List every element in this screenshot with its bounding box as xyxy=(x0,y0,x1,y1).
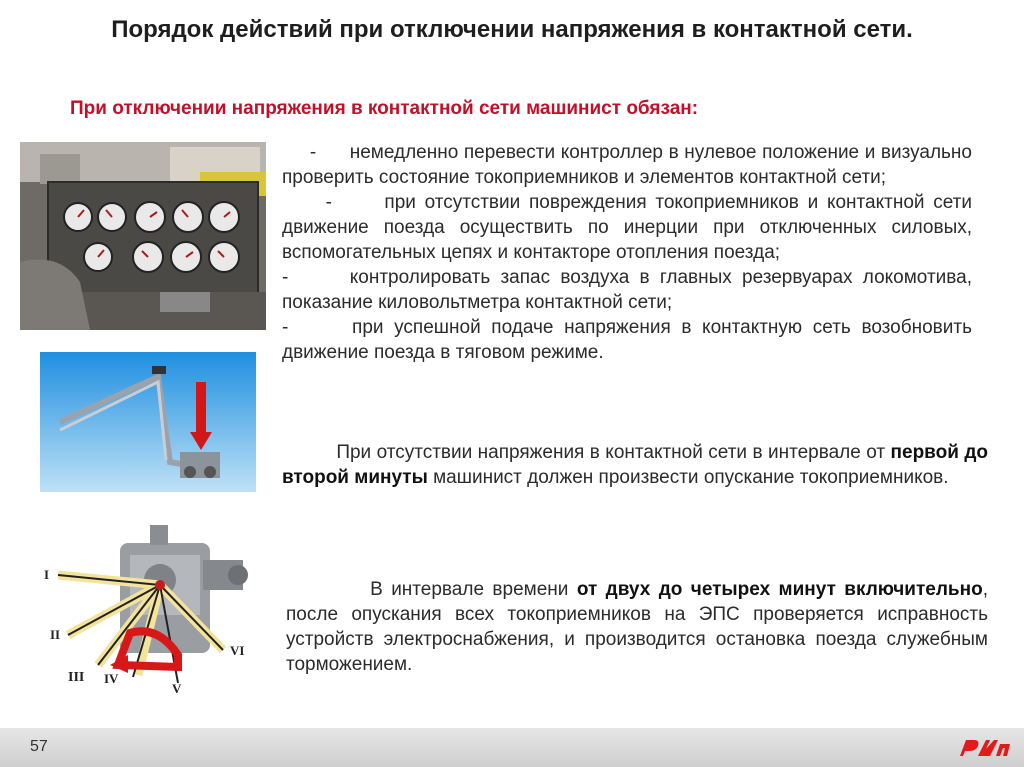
position-IV: IV xyxy=(104,671,119,686)
list-bullet: - xyxy=(309,142,317,163)
paragraph-emphasis: от двух до четырех минут включительно xyxy=(576,579,983,600)
list-item xyxy=(282,190,972,265)
paragraph-text: , после опускания всех токоприемников на ЭПС проверяется исправность устройств электроснабжения, и производится остановка поезда служебным торможением. xyxy=(286,579,988,675)
pantograph-image xyxy=(40,352,256,492)
controller-diagram xyxy=(38,515,276,695)
page-number: 57 xyxy=(30,738,48,755)
first-minute-paragraph xyxy=(282,440,988,490)
paragraph-text: машинист должен произвести опускание токоприемников. xyxy=(427,467,949,488)
list-item-text: контролировать запас воздуха в главных резервуарах локомотива, показание киловольтметра контактной сети; xyxy=(282,267,972,313)
position-II: II xyxy=(50,627,61,642)
list-item-text: при отсутствии повреждения токоприемников и контактной сети движение поезда осуществить по инерции при отключенных силовых, вспомогательных цепях и контакторе отопления поезда; xyxy=(282,192,972,263)
slide-footer xyxy=(0,728,1024,767)
control-panel-photo xyxy=(20,142,266,330)
rzd-logo-icon xyxy=(956,734,1012,762)
duties-list xyxy=(282,140,972,365)
paragraph-text: При отсутствии напряжения в контактной сети в интервале от xyxy=(336,442,891,463)
list-item-text: немедленно перевести контроллер в нулевое положение и визуально проверить состояние токоприемников и элементов контактной сети; xyxy=(282,142,972,188)
list-item xyxy=(282,265,972,315)
list-item xyxy=(282,140,972,190)
position-III: III xyxy=(68,670,85,685)
position-I: I xyxy=(44,567,50,582)
list-bullet: - xyxy=(325,192,332,213)
list-item-text: при успешной подаче напряжения в контактную сеть возобновить движение поезда в тяговом режиме. xyxy=(282,317,972,363)
list-item xyxy=(282,315,972,365)
slide-subtitle: При отключении напряжения в контактной сети машинист обязан: xyxy=(70,98,699,119)
paragraph-text: В интервале времени xyxy=(370,579,577,600)
position-V: V xyxy=(172,681,182,695)
slide-title: Порядок действий при отключении напряжения в контактной сети. xyxy=(111,16,913,43)
list-bullet: - xyxy=(282,267,289,288)
two-to-four-minutes-paragraph xyxy=(286,577,988,677)
position-VI: VI xyxy=(230,643,245,658)
list-bullet: - xyxy=(282,317,289,338)
paragraph-emphasis: первой до второй минуты xyxy=(282,442,988,488)
